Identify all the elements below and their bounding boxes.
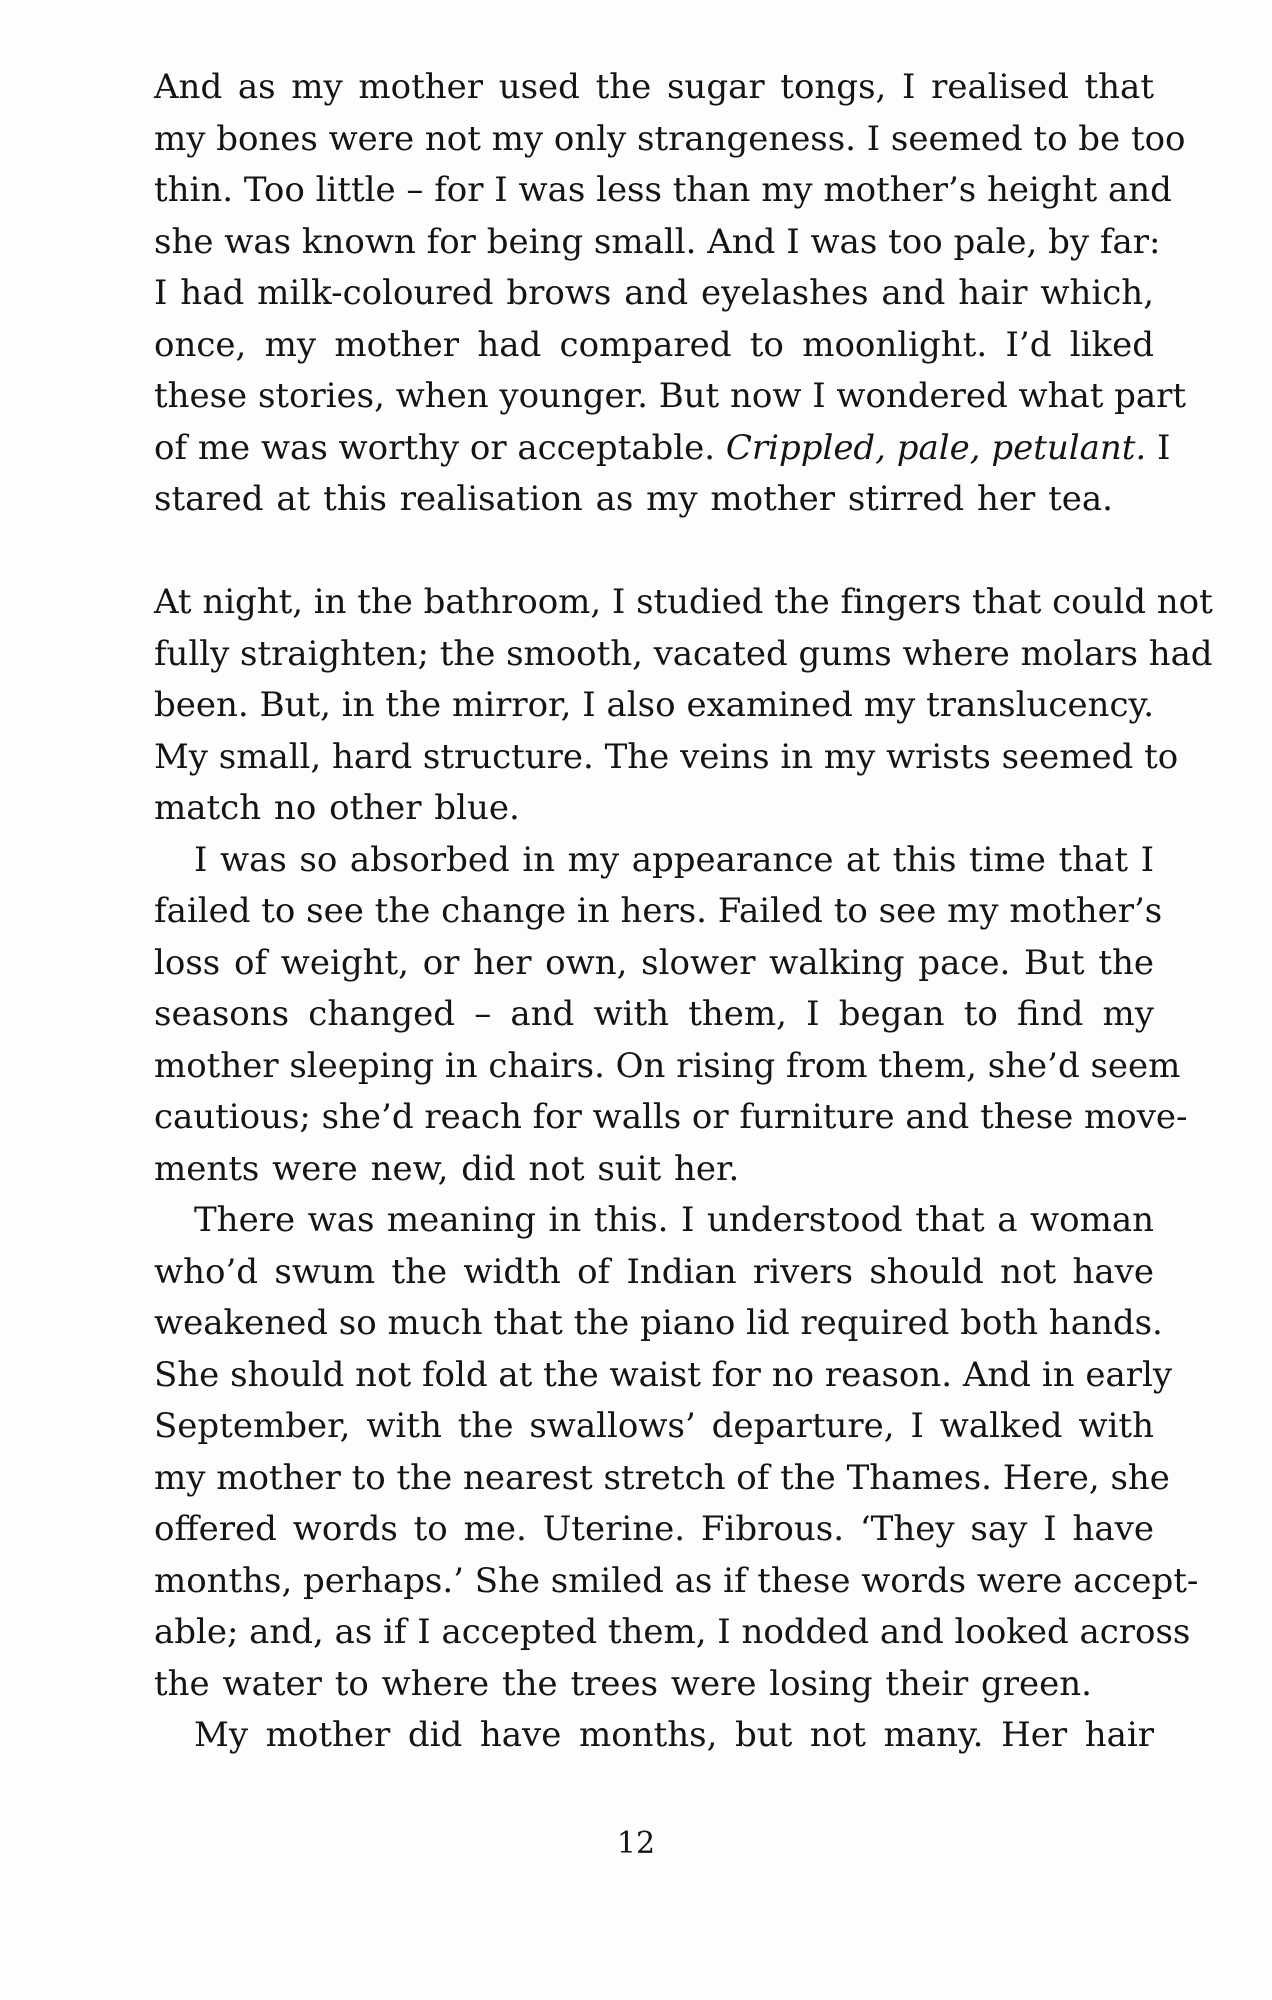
text-line-with-italic: of me was worthy or acceptable. Crippled, pale, petulant. I bbox=[154, 427, 1171, 468]
text-line: fully straighten; the smooth, vacated gums where molars had bbox=[154, 633, 1213, 674]
paragraph-3 bbox=[154, 835, 1188, 1196]
text-line: thin. Too little – for I was less than my mother’s height and bbox=[154, 170, 1172, 210]
text-line: offered words to me. Uterine. Fibrous. ‘They say I have bbox=[154, 1509, 1154, 1549]
italic-phrase: Crippled, pale, petulant. bbox=[725, 427, 1147, 468]
text-line: stared at this realisation as my mother stirred her tea. bbox=[154, 479, 1113, 519]
paragraph-4 bbox=[154, 1195, 1199, 1710]
text-line: My small, hard structure. The veins in my wrists seemed to bbox=[154, 736, 1179, 777]
text-line: There was meaning in this. I understood that a woman bbox=[194, 1200, 1154, 1240]
paragraph-2 bbox=[154, 577, 1213, 835]
text-line: failed to see the change in hers. Failed to see my mother’s bbox=[154, 891, 1163, 931]
text-line: been. But, in the mirror, I also examined my translucency. bbox=[154, 685, 1154, 725]
text-line: the water to where the trees were losing their green. bbox=[154, 1663, 1092, 1704]
text-line: these stories, when younger. But now I wondered what part bbox=[154, 376, 1187, 416]
section-break bbox=[154, 526, 1154, 578]
text-line: once, my mother had compared to moonlight. I’d liked bbox=[154, 324, 1154, 365]
paragraph-5 bbox=[154, 1710, 1154, 1762]
text-line: weakened so much that the piano lid required both hands. bbox=[154, 1303, 1163, 1343]
text-line: She should not fold at the waist for no reason. And in early bbox=[154, 1354, 1173, 1395]
text-line: seasons changed – and with them, I began to find my bbox=[154, 994, 1154, 1034]
paragraph-1 bbox=[154, 62, 1187, 526]
text-line: my mother to the nearest stretch of the Thames. Here, she bbox=[154, 1457, 1170, 1498]
text-line: cautious; she’d reach for walls or furniture and these move- bbox=[154, 1097, 1188, 1137]
text-line: match no other blue. bbox=[154, 788, 520, 828]
text-line: At night, in the bathroom, I studied the fingers that could not bbox=[154, 582, 1213, 622]
text-line: I had milk-coloured brows and eyelashes and hair which, bbox=[154, 273, 1154, 313]
text-line: My mother did have months, but not many. Her hair bbox=[194, 1715, 1154, 1755]
body-text bbox=[154, 62, 1213, 1762]
text-line: loss of weight, or her own, slower walking pace. But the bbox=[154, 942, 1154, 983]
text-line: months, perhaps.’ She smiled as if these words were accept- bbox=[154, 1560, 1199, 1601]
text-line: I was so absorbed in my appearance at this time that I bbox=[194, 839, 1154, 880]
text-line: able; and, as if I accepted them, I nodded and looked across bbox=[154, 1612, 1191, 1652]
text-line: she was known for being small. And I was too pale, by far: bbox=[154, 221, 1161, 262]
text-line: And as my mother used the sugar tongs, I realised that bbox=[154, 67, 1154, 107]
text-line: ments were new, did not suit her. bbox=[154, 1148, 740, 1189]
page-number: 12 bbox=[616, 1826, 656, 1861]
text-line: my bones were not my only strangeness. I seemed to be too bbox=[154, 118, 1186, 159]
text-line: who’d swum the width of Indian rivers should not have bbox=[154, 1251, 1154, 1292]
text-line: mother sleeping in chairs. On rising from them, she’d seem bbox=[154, 1045, 1181, 1086]
text-line: September, with the swallows’ departure, I walked with bbox=[154, 1406, 1154, 1446]
